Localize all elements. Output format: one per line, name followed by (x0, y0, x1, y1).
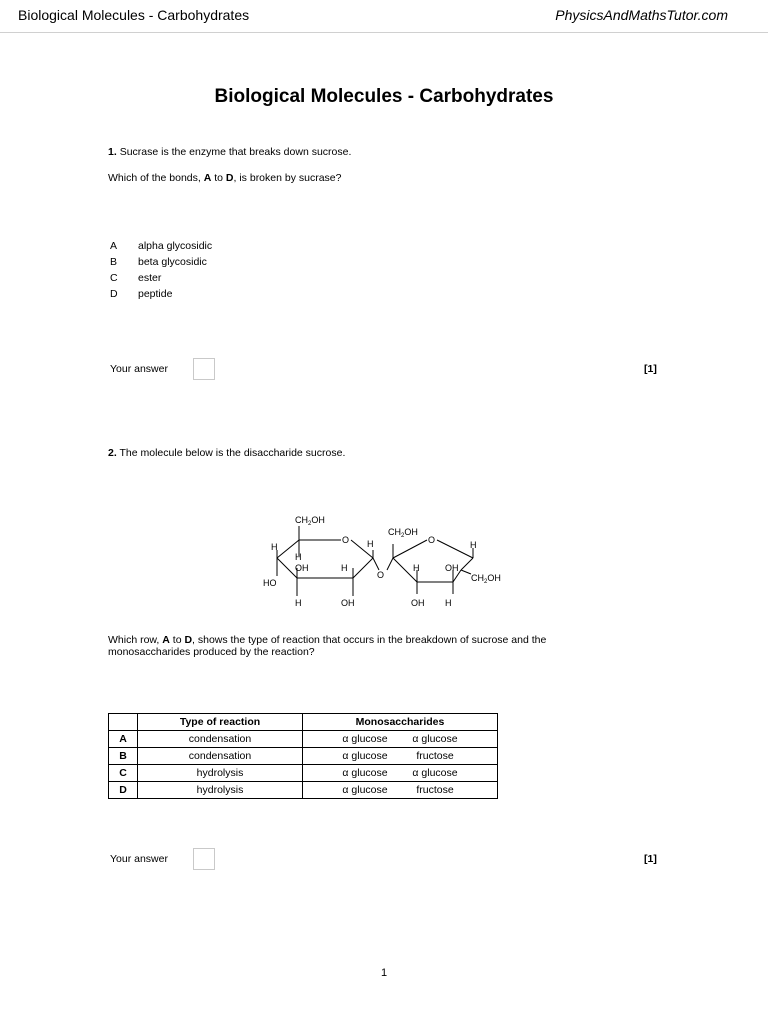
q2-prompt-part: , shows the type of reaction that occurs in the breakdown of sucrose and the (192, 634, 547, 646)
mono-1: α glucose (342, 750, 388, 762)
mono-2: fructose (416, 784, 454, 796)
q2-prompt-part: Which row, (108, 634, 163, 646)
q1-stem (108, 146, 351, 158)
row-letter: A (109, 731, 138, 748)
option-letter: B (110, 256, 118, 268)
q2-stem-text: The molecule below is the disaccharide sucrose. (119, 447, 346, 459)
q1-prompt-part: Which of the bonds, (108, 172, 204, 184)
row-reaction: hydrolysis (138, 782, 303, 799)
table-row (109, 731, 498, 748)
q1-answer-box[interactable] (193, 358, 215, 380)
label-h: H (470, 540, 477, 550)
row-monosaccharides (303, 765, 498, 782)
table-header-monosaccharides: Monosaccharides (303, 714, 498, 731)
q1-prompt-part: to (211, 172, 226, 184)
row-reaction: condensation (138, 748, 303, 765)
row-monosaccharides (303, 748, 498, 765)
mono-1: α glucose (342, 784, 388, 796)
mono-2: fructose (416, 750, 454, 762)
label-h: H (295, 598, 302, 608)
label-ch2oh-left: CH (295, 515, 308, 525)
option-letter: C (110, 272, 118, 284)
glucose-ring (277, 526, 379, 596)
label-h: H (341, 563, 348, 573)
row-letter: C (109, 765, 138, 782)
q2-prompt-part: to (169, 634, 185, 646)
label-h: H (413, 563, 420, 573)
header-divider (0, 32, 768, 33)
label-h: H (445, 598, 452, 608)
label-subscript: 2 (484, 579, 488, 585)
svg-text:CH2OH (295, 515, 325, 527)
header-left-title: Biological Molecules - Carbohydrates (18, 7, 250, 23)
q1-prompt-part: , is broken by sucrase? (233, 172, 342, 184)
label-ring-o-left: O (342, 535, 350, 545)
option-letter: D (110, 288, 118, 300)
q2-answer-label: Your answer (110, 853, 168, 865)
sucrose-structure-diagram (255, 508, 515, 618)
q1-answer-label: Your answer (110, 363, 168, 375)
label-subscript: 2 (401, 533, 405, 539)
q2-answer-box[interactable] (193, 848, 215, 870)
table-row (109, 748, 498, 765)
label-oh: OH (341, 598, 355, 608)
label-oh: OH (311, 515, 325, 525)
page-number: 1 (380, 967, 388, 979)
q1-marks: [1] (644, 363, 657, 375)
mono-1: α glucose (342, 733, 388, 745)
label-subscript: 2 (308, 521, 312, 527)
option-letter: A (110, 240, 118, 252)
label-ch2oh-mid: CH (388, 527, 401, 537)
q2-prompt-bold-a: A (162, 634, 170, 646)
option-text: beta glycosidic (138, 256, 207, 268)
option-text: ester (138, 272, 162, 284)
label-oh: OH (487, 573, 501, 583)
row-monosaccharides (303, 782, 498, 799)
row-letter: D (109, 782, 138, 799)
mono-1: α glucose (342, 767, 388, 779)
q2-number: 2. (108, 447, 117, 459)
table-header-blank (109, 714, 138, 731)
mono-2: α glucose (412, 733, 458, 745)
svg-text:CH2OH (471, 573, 501, 585)
page-title: Biological Molecules - Carbohydrates (214, 86, 554, 107)
q1-number: 1. (108, 146, 117, 158)
label-h: H (271, 542, 278, 552)
label-oh: OH (295, 563, 309, 573)
row-reaction: hydrolysis (138, 765, 303, 782)
label-h: H (295, 552, 302, 562)
option-text: alpha glycosidic (138, 240, 213, 252)
q1-prompt-bold-a: A (203, 172, 212, 184)
q1-stem-text: Sucrase is the enzyme that breaks down sucrose. (119, 146, 352, 158)
q2-prompt (108, 634, 668, 658)
label-ho: HO (263, 578, 277, 588)
label-ring-o-right: O (428, 535, 436, 545)
table-header-row (109, 714, 498, 731)
q2-marks: [1] (644, 853, 657, 865)
label-h: H (367, 539, 374, 549)
label-glycosidic-o: O (377, 570, 385, 580)
table-row (109, 765, 498, 782)
row-monosaccharides (303, 731, 498, 748)
q1-prompt (108, 172, 341, 184)
label-oh: OH (411, 598, 425, 608)
row-reaction: condensation (138, 731, 303, 748)
q2-stem (108, 447, 345, 459)
label-ch2oh-right: CH (471, 573, 484, 583)
mono-2: α glucose (412, 767, 458, 779)
q2-prompt-line2: monosaccharides produced by the reaction? (108, 646, 315, 658)
q1-prompt-bold-d: D (225, 172, 234, 184)
svg-text:CH2OH (388, 527, 418, 539)
q2-answer-table (108, 713, 498, 799)
label-oh: OH (404, 527, 418, 537)
table-header-reaction: Type of reaction (138, 714, 303, 731)
label-oh: OH (445, 563, 459, 573)
fructose-ring (387, 540, 473, 594)
header-right-site: PhysicsAndMathsTutor.com (555, 7, 728, 23)
q2-prompt-bold-d: D (184, 634, 193, 646)
table-row (109, 782, 498, 799)
row-letter: B (109, 748, 138, 765)
option-text: peptide (138, 288, 173, 300)
